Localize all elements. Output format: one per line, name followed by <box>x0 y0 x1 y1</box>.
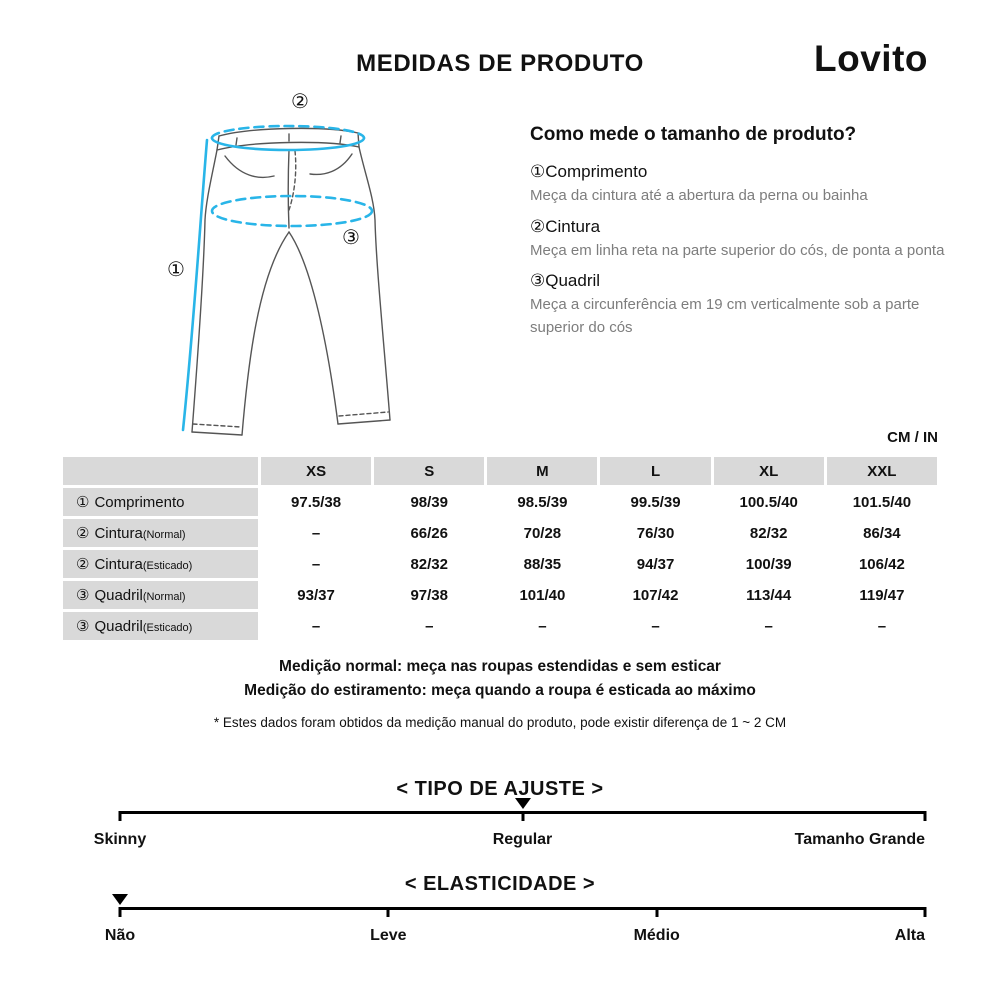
table-header-row <box>63 457 937 485</box>
row-label-text: Quadril <box>94 618 143 635</box>
row-label-text: Cintura <box>94 525 143 542</box>
fit-label-tamanho-grande: Tamanho Grande <box>794 831 925 848</box>
circled-2: ② <box>76 556 90 573</box>
cell-value: – <box>600 612 710 640</box>
note-disclaimer: * Estes dados foram obtidos da medição manual do produto, pode existir diferença de 1 ~ 2 CM <box>213 715 787 730</box>
elasticity-tick-leve <box>387 907 390 917</box>
cell-value: 119/47 <box>827 581 937 609</box>
circled-3: ③ <box>76 618 90 635</box>
table-row <box>63 612 937 640</box>
cell-value: – <box>261 519 371 547</box>
cell-value: 100/39 <box>714 550 824 578</box>
fit-tick-grande <box>924 811 927 821</box>
pants-illustration <box>158 88 436 446</box>
row-label-cintura-normal <box>63 519 258 547</box>
elasticity-tick-medio <box>655 907 658 917</box>
pants-measurement-diagram <box>158 88 436 451</box>
row-label-sub: (Esticado) <box>142 560 193 572</box>
row-label-text: Comprimento <box>94 494 185 511</box>
fit-scale-title: < TIPO DE AJUSTE > <box>396 778 604 800</box>
cell-value: 100.5/40 <box>714 488 824 516</box>
elasticity-tick-alta <box>924 907 927 917</box>
col-header-xxl: XXL <box>827 457 937 485</box>
col-header-xs: XS <box>261 457 371 485</box>
col-header-l: L <box>600 457 710 485</box>
pants-outline <box>192 128 390 435</box>
cell-value: 82/32 <box>374 550 484 578</box>
table-row <box>63 519 937 547</box>
guide-item-length-desc: Meça da cintura até a abertura da perna ou bainha <box>530 187 868 204</box>
guide-heading: Como mede o tamanho de produto? <box>530 124 857 145</box>
col-header-m: M <box>487 457 597 485</box>
cell-value: 88/35 <box>487 550 597 578</box>
marker-1-length: ① <box>167 257 185 281</box>
cell-value: 97.5/38 <box>261 488 371 516</box>
cell-value: 101.5/40 <box>827 488 937 516</box>
row-label-comprimento <box>63 488 258 516</box>
cell-value: 98/39 <box>374 488 484 516</box>
circled-1: ① <box>76 494 90 511</box>
guide-item-waist-desc: Meça em linha reta na parte superior do cós, de ponta a ponta <box>530 241 945 259</box>
circled-2: ② <box>76 525 90 542</box>
size-table <box>60 454 940 643</box>
page-title: MEDIDAS DE PRODUTO <box>356 50 644 77</box>
guide-item-waist-text: Cintura <box>545 216 601 236</box>
guide-item-length-text: Comprimento <box>545 162 648 181</box>
unit-label: CM / IN <box>887 429 938 446</box>
cell-value: 98.5/39 <box>487 488 597 516</box>
fit-label-regular: Regular <box>492 831 553 848</box>
cell-value: – <box>487 612 597 640</box>
table-row <box>63 488 937 516</box>
elasticity-label-leve: Leve <box>370 927 407 944</box>
circled-2: ② <box>530 216 546 236</box>
fit-tick-skinny <box>119 811 122 821</box>
cell-value: 99.5/39 <box>600 488 710 516</box>
row-label-sub: (Normal) <box>142 529 186 541</box>
brand-logo: Lovito <box>814 38 928 79</box>
fit-scale-line <box>120 811 925 814</box>
guide-item-length-label <box>530 162 950 182</box>
elasticity-label-alta: Alta <box>894 927 925 944</box>
fit-marker-triangle <box>515 798 531 809</box>
circled-1: ① <box>530 162 546 181</box>
row-label-sub: (Esticado) <box>142 622 193 634</box>
marker-3-hip: ③ <box>342 225 360 249</box>
guide-item-hip-text: Quadril <box>545 271 601 290</box>
row-label-quadril-normal <box>63 581 258 609</box>
fit-label-skinny: Skinny <box>93 831 147 848</box>
row-label-sub: (Normal) <box>142 591 186 603</box>
cell-value: – <box>261 550 371 578</box>
cell-value: 86/34 <box>827 519 937 547</box>
note-normal: Medição normal: meça nas roupas estendidas e sem esticar <box>279 658 721 675</box>
cell-value: 93/37 <box>261 581 371 609</box>
table-row <box>63 581 937 609</box>
cell-value: 66/26 <box>374 519 484 547</box>
table-corner-cell <box>63 457 258 485</box>
cell-value: 106/42 <box>827 550 937 578</box>
fit-tick-regular <box>521 811 524 821</box>
cell-value: 113/44 <box>714 581 824 609</box>
guide-item-hip-desc: Meça a circunferência em 19 cm verticalmente sob a parte superior do cós <box>530 296 920 336</box>
cell-value: 76/30 <box>600 519 710 547</box>
elasticity-marker-triangle <box>112 894 128 905</box>
row-label-quadril-esticado <box>63 612 258 640</box>
elasticity-label-medio: Médio <box>633 927 680 944</box>
cell-value: – <box>714 612 824 640</box>
circled-3: ③ <box>530 271 546 290</box>
guide-item-waist-label <box>530 217 950 237</box>
elasticity-scale-labels <box>104 927 925 949</box>
cell-value: – <box>374 612 484 640</box>
cell-value: – <box>261 612 371 640</box>
cell-value: 70/28 <box>487 519 597 547</box>
measurement-marks <box>183 126 372 430</box>
cell-value: 94/37 <box>600 550 710 578</box>
circled-3: ③ <box>76 587 90 604</box>
fit-scale-labels <box>93 831 925 853</box>
how-to-measure-section <box>530 124 950 348</box>
elasticity-scale-line <box>120 907 925 910</box>
col-header-xl: XL <box>714 457 824 485</box>
diagram-markers <box>167 89 360 281</box>
col-header-s: S <box>374 457 484 485</box>
measurement-notes <box>0 652 1000 730</box>
guide-item-hip-label <box>530 271 950 291</box>
elasticity-scale-title: < ELASTICIDADE > <box>404 873 596 895</box>
cell-value: 101/40 <box>487 581 597 609</box>
row-label-text: Quadril <box>94 587 143 604</box>
cell-value: 107/42 <box>600 581 710 609</box>
elasticity-label-nao: Não <box>104 927 136 944</box>
note-stretch: Medição do estiramento: meça quando a roupa é esticada ao máximo <box>244 682 756 699</box>
row-label-text: Cintura <box>94 556 143 573</box>
marker-2-waist: ② <box>291 89 309 113</box>
cell-value: – <box>827 612 937 640</box>
cell-value: 82/32 <box>714 519 824 547</box>
row-label-cintura-esticado <box>63 550 258 578</box>
cell-value: 97/38 <box>374 581 484 609</box>
table-row <box>63 550 937 578</box>
elasticity-tick-nao <box>119 907 122 917</box>
